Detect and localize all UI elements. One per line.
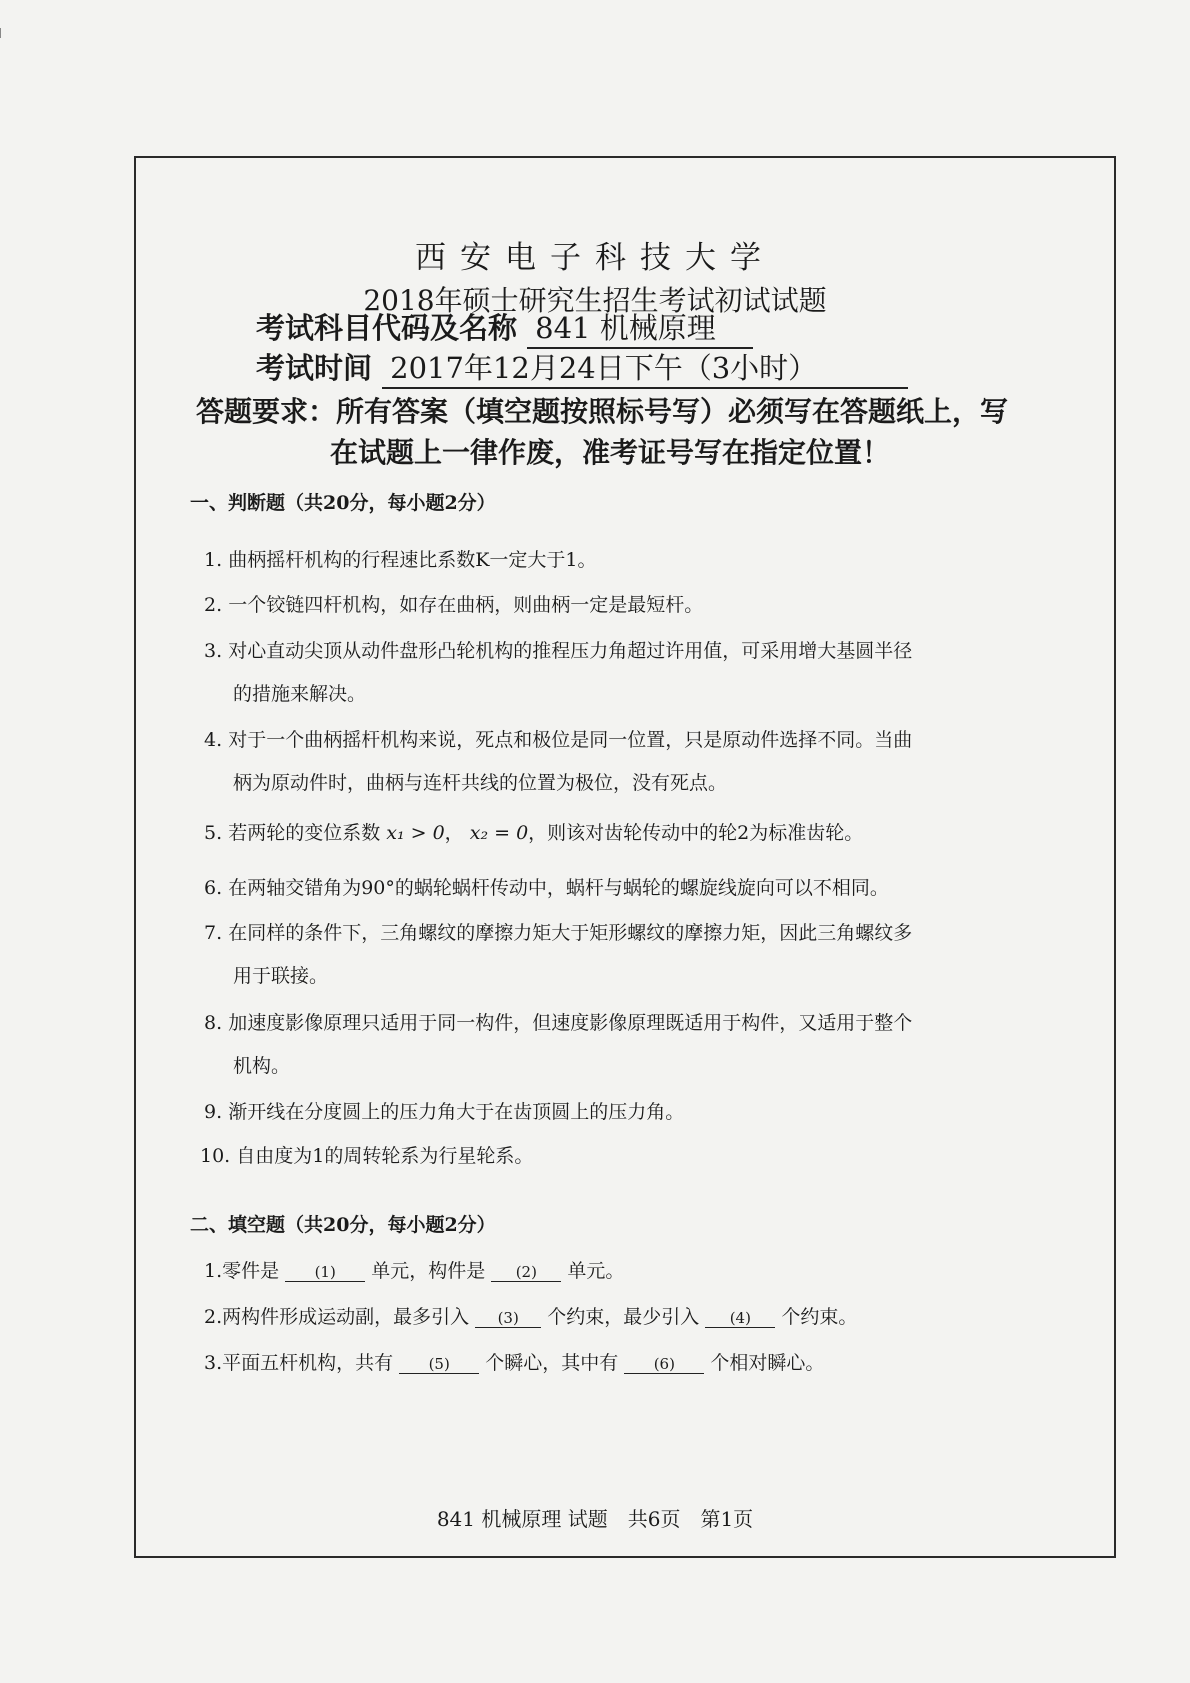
question-number: 3. xyxy=(204,640,223,662)
subject-label: 考试科目代码及名称 xyxy=(256,311,518,345)
question-number: 1. xyxy=(204,1260,223,1282)
question-text: 在两轴交错角为90°的蜗轮蜗杆传动中，蜗杆与蜗轮的螺旋线旋向可以不相同。 xyxy=(228,877,889,899)
question-text: 平面五杆机构，共有 xyxy=(222,1352,394,1374)
question-number: 3. xyxy=(204,1352,223,1374)
question-number: 8. xyxy=(204,1012,223,1034)
question-number: 6. xyxy=(204,877,223,899)
judge-question xyxy=(204,1008,912,1035)
question-text-post: ，则该对齿轮传动中的轮2为标准齿轮。 xyxy=(528,822,864,844)
question-text: 曲柄摇杆机构的行程速比系数K一定大于1。 xyxy=(228,549,597,571)
question-text: 个相对瞬心。 xyxy=(710,1352,825,1374)
judge-question xyxy=(204,725,912,752)
scan-mark xyxy=(0,28,7,38)
answer-blank: (2) xyxy=(491,1263,561,1282)
answer-blank: (6) xyxy=(624,1355,704,1374)
question-number: 1. xyxy=(204,549,223,571)
question-number: 2. xyxy=(204,594,223,616)
judge-question xyxy=(204,590,703,617)
question-text: 渐开线在分度圆上的压力角大于在齿顶圆上的压力角。 xyxy=(228,1101,685,1123)
question-text: 对于一个曲柄摇杆机构来说，死点和极位是同一位置，只是原动件选择不同。当曲 xyxy=(228,729,913,751)
question-continuation: 用于联接。 xyxy=(233,965,329,987)
section-1-title: 一、判断题（共20分，每小题2分） xyxy=(190,492,496,514)
question-text: 个约束。 xyxy=(781,1306,858,1328)
question-text: 一个铰链四杆机构，如存在曲柄，则曲柄一定是最短杆。 xyxy=(228,594,704,616)
requirement-line-1: 答题要求：所有答案（填空题按照标号写）必须写在答题纸上，写 xyxy=(196,395,1009,428)
question-continuation: 柄为原动件时，曲柄与连杆共线的位置为极位，没有死点。 xyxy=(233,772,728,794)
question-text: 两构件形成运动副，最多引入 xyxy=(222,1306,470,1328)
question-continuation: 机构。 xyxy=(233,1055,291,1077)
question-continuation: 的措施来解决。 xyxy=(233,683,367,705)
requirement-line-2: 在试题上一律作废，准考证号写在指定位置！ xyxy=(330,436,891,469)
math-x2: x₂ = 0 xyxy=(469,822,529,844)
subject-value: 841 机械原理 xyxy=(527,306,753,349)
question-number: 5. xyxy=(204,822,223,844)
answer-blank: (3) xyxy=(475,1309,541,1328)
university-name: 西安电子科技大学 xyxy=(415,240,775,276)
answer-blank: (4) xyxy=(705,1309,775,1328)
fill-question xyxy=(204,1348,824,1375)
time-value: 2017年12月24日下午（3小时） xyxy=(382,346,908,389)
question-text: 个约束，最少引入 xyxy=(547,1306,700,1328)
fill-question xyxy=(204,1256,624,1283)
math-separator: ， xyxy=(444,822,464,844)
answer-blank: (1) xyxy=(285,1263,365,1282)
judge-question xyxy=(204,818,863,845)
exam-title: 2018年硕士研究生招生考试初试试题 xyxy=(363,284,827,317)
math-x1: x₁ > 0 xyxy=(386,822,445,844)
judge-question xyxy=(204,873,889,900)
question-text-pre: 若两轮的变位系数 xyxy=(228,822,381,844)
answer-blank: (5) xyxy=(399,1355,479,1374)
question-number: 9. xyxy=(204,1101,223,1123)
question-number: 2. xyxy=(204,1306,223,1328)
question-text: 个瞬心，其中有 xyxy=(485,1352,619,1374)
question-text: 零件是 xyxy=(222,1260,280,1282)
question-text: 加速度影像原理只适用于同一构件，但速度影像原理既适用于构件，又适用于整个 xyxy=(228,1012,913,1034)
question-text: 对心直动尖顶从动件盘形凸轮机构的推程压力角超过许用值，可采用增大基圆半径 xyxy=(228,640,913,662)
question-text: 单元，构件是 xyxy=(371,1260,486,1282)
judge-question xyxy=(204,918,912,945)
time-label: 考试时间 xyxy=(256,351,373,385)
question-number: 4. xyxy=(204,729,223,751)
question-text: 在同样的条件下，三角螺纹的摩擦力矩大于矩形螺纹的摩擦力矩，因此三角螺纹多 xyxy=(228,922,913,944)
fill-question xyxy=(204,1302,857,1329)
judge-question xyxy=(204,545,596,572)
question-number: 10. xyxy=(200,1145,231,1167)
judge-question xyxy=(204,1097,684,1124)
subject-line xyxy=(256,306,753,349)
question-number: 7. xyxy=(204,922,223,944)
page-footer: 841 机械原理 试题 共6页 第1页 xyxy=(436,1507,754,1531)
section-2-title: 二、填空题（共20分，每小题2分） xyxy=(190,1214,496,1236)
judge-question xyxy=(204,636,912,663)
question-text: 单元。 xyxy=(567,1260,625,1282)
judge-question xyxy=(200,1141,533,1168)
time-line xyxy=(256,346,908,389)
question-text: 自由度为1的周转轮系为行星轮系。 xyxy=(236,1145,534,1167)
